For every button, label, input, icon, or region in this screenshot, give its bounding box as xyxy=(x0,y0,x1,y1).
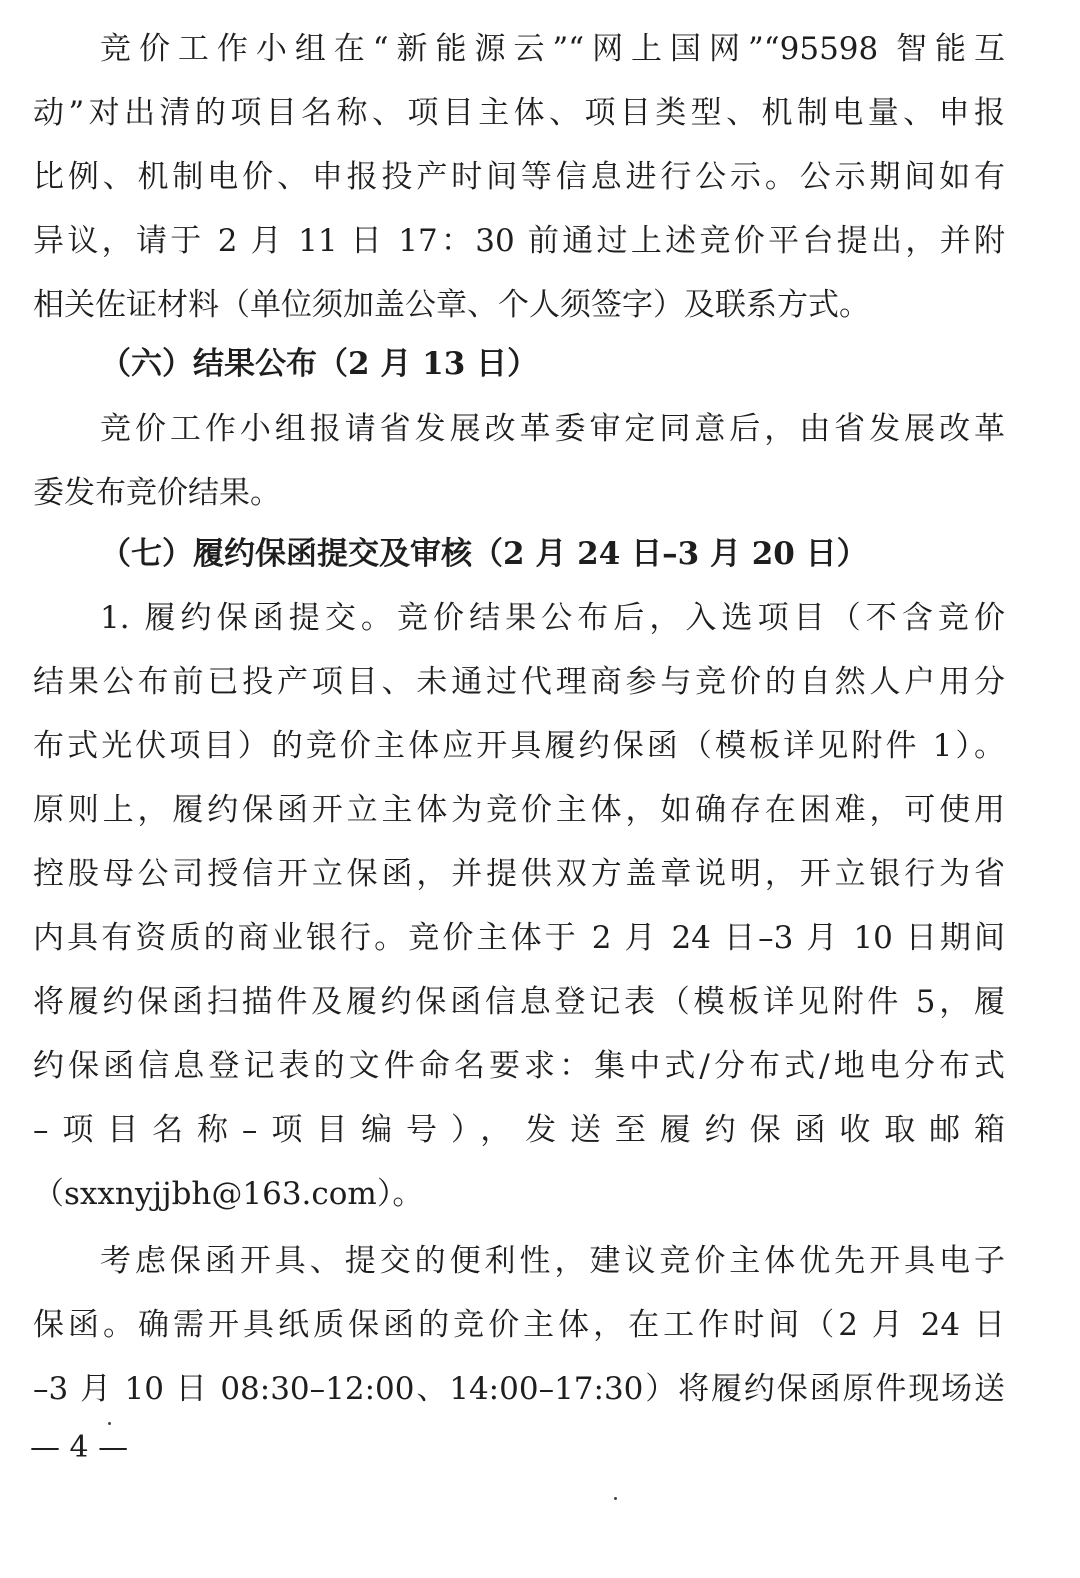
paragraph-line: 动”对出清的项目名称、项目主体、项目类型、机制电量、申报 xyxy=(33,95,1005,131)
section-heading-guarantee: （七）履约保函提交及审核（2 月 24 日–3 月 20 日） xyxy=(100,536,868,572)
paragraph-line: 约保函信息登记表的文件命名要求：集中式/分布式/地电分布式 xyxy=(33,1048,1005,1084)
paragraph-line: 委发布竞价结果。 xyxy=(33,475,281,511)
paragraph-line: –3 月 10 日 08:30–12:00、14:00–17:30）将履约保函原件现场送 xyxy=(33,1371,1005,1407)
scan-speck xyxy=(614,1497,617,1500)
paragraph-line: 控股母公司授信开立保函，并提供双方盖章说明，开立银行为省 xyxy=(33,856,1005,892)
page-number: — 4 — xyxy=(30,1430,129,1465)
paragraph-line: 内具有资质的商业银行。竞价主体于 2 月 24 日–3 月 10 日期间 xyxy=(33,920,1005,956)
paragraph-line: 结果公布前已投产项目、未通过代理商参与竞价的自然人户用分 xyxy=(33,664,1005,700)
section-heading-results: （六）结果公布（2 月 13 日） xyxy=(100,346,539,382)
paragraph-line: 比例、机制电价、申报投产时间等信息进行公示。公示期间如有 xyxy=(33,159,1005,195)
paragraph-line: 相关佐证材料（单位须加盖公章、个人须签字）及联系方式。 xyxy=(33,287,870,323)
paragraph-line: （sxxnyjjbh@163.com）。 xyxy=(33,1176,424,1212)
paragraph-line: 保函。确需开具纸质保函的竞价主体，在工作时间（2 月 24 日 xyxy=(33,1307,1005,1343)
paragraph-line: –项目名称–项目编号），发送至履约保函收取邮箱 xyxy=(33,1112,1005,1148)
paragraph-line: 竞价工作小组在“新能源云”“网上国网”“95598 智能互 xyxy=(100,31,1005,67)
paragraph-line: 异议，请于 2 月 11 日 17：30 前通过上述竞价平台提出，并附 xyxy=(33,223,1005,259)
paragraph-line: 1. 履约保函提交。竞价结果公布后，入选项目（不含竞价 xyxy=(100,600,1005,636)
paragraph-line: 将履约保函扫描件及履约保函信息登记表（模板详见附件 5，履 xyxy=(33,984,1005,1020)
paragraph-line: 布式光伏项目）的竞价主体应开具履约保函（模板详见附件 1）。 xyxy=(33,728,1005,764)
paragraph-line: 考虑保函开具、提交的便利性，建议竞价主体优先开具电子 xyxy=(100,1243,1005,1279)
paragraph-line: 原则上，履约保函开立主体为竞价主体，如确存在困难，可使用 xyxy=(33,792,1005,828)
paragraph-line: 竞价工作小组报请省发展改革委审定同意后，由省发展改革 xyxy=(100,411,1005,447)
scan-speck xyxy=(108,1422,111,1425)
